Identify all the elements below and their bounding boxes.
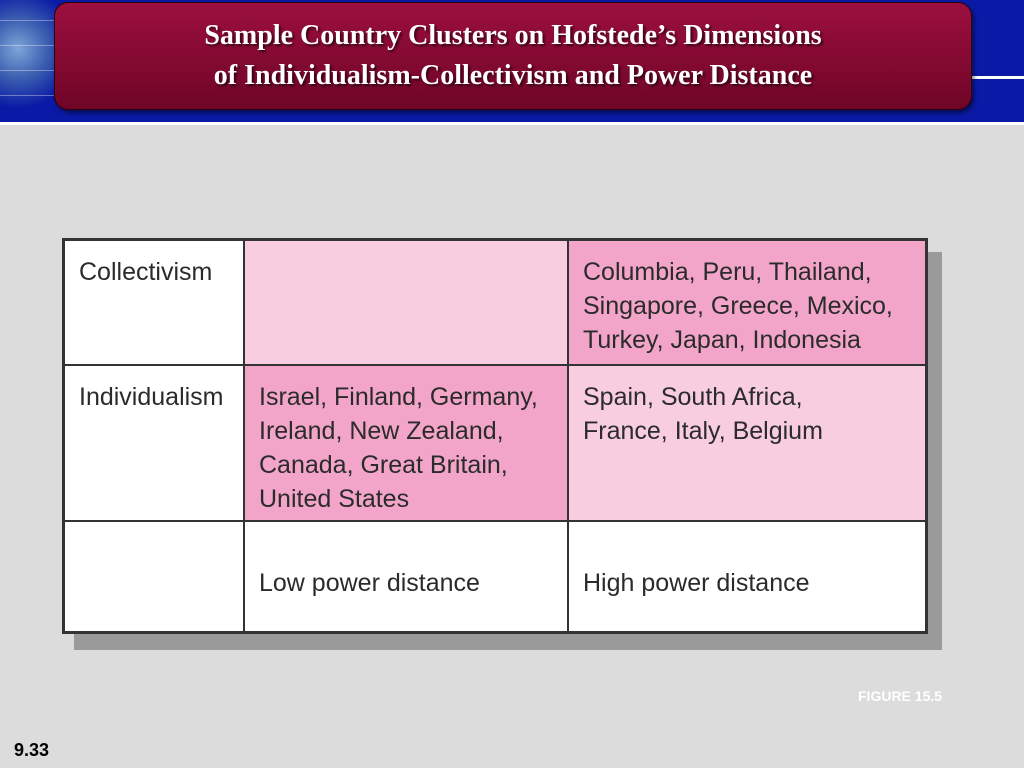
corner-cell bbox=[65, 522, 245, 631]
country-line: Ireland, New Zealand, bbox=[259, 417, 504, 445]
header-divider bbox=[0, 122, 1024, 125]
cell-individualism-low-power bbox=[245, 366, 569, 522]
country-line: Turkey, Japan, Indonesia bbox=[583, 326, 861, 354]
cell-individualism-high-power bbox=[569, 366, 925, 522]
title-line-2: of Individualism-Collectivism and Power Distance bbox=[213, 60, 813, 91]
row-label-text: Individualism bbox=[79, 383, 224, 411]
column-label-text: High power distance bbox=[583, 569, 810, 597]
country-line: United States bbox=[259, 485, 410, 513]
country-line: Israel, Finland, Germany, bbox=[259, 383, 538, 411]
row-label-collectivism bbox=[65, 241, 245, 366]
column-label-high-power bbox=[569, 522, 925, 631]
column-label-low-power bbox=[245, 522, 569, 631]
cell-collectivism-high-power bbox=[569, 241, 925, 366]
country-line: Singapore, Greece, Mexico, bbox=[583, 292, 893, 320]
header-accent-line bbox=[970, 76, 1024, 79]
country-line: Spain, South Africa, bbox=[583, 383, 803, 411]
figure-label: FIGURE 15.5 bbox=[858, 688, 943, 704]
cell-collectivism-low-power bbox=[245, 241, 569, 366]
title-box bbox=[54, 2, 972, 110]
globe-graphic bbox=[0, 0, 60, 122]
title-line-1: Sample Country Clusters on Hofstede’s Dimensions bbox=[204, 20, 822, 51]
cluster-matrix bbox=[62, 238, 928, 634]
country-line: Canada, Great Britain, bbox=[259, 451, 508, 479]
country-line: Columbia, Peru, Thailand, bbox=[583, 258, 872, 286]
column-label-text: Low power distance bbox=[259, 569, 480, 597]
slide-title bbox=[204, 16, 821, 96]
country-line: France, Italy, Belgium bbox=[583, 417, 823, 445]
row-label-individualism bbox=[65, 366, 245, 522]
page-number: 9.33 bbox=[14, 740, 50, 760]
row-label-text: Collectivism bbox=[79, 258, 213, 286]
